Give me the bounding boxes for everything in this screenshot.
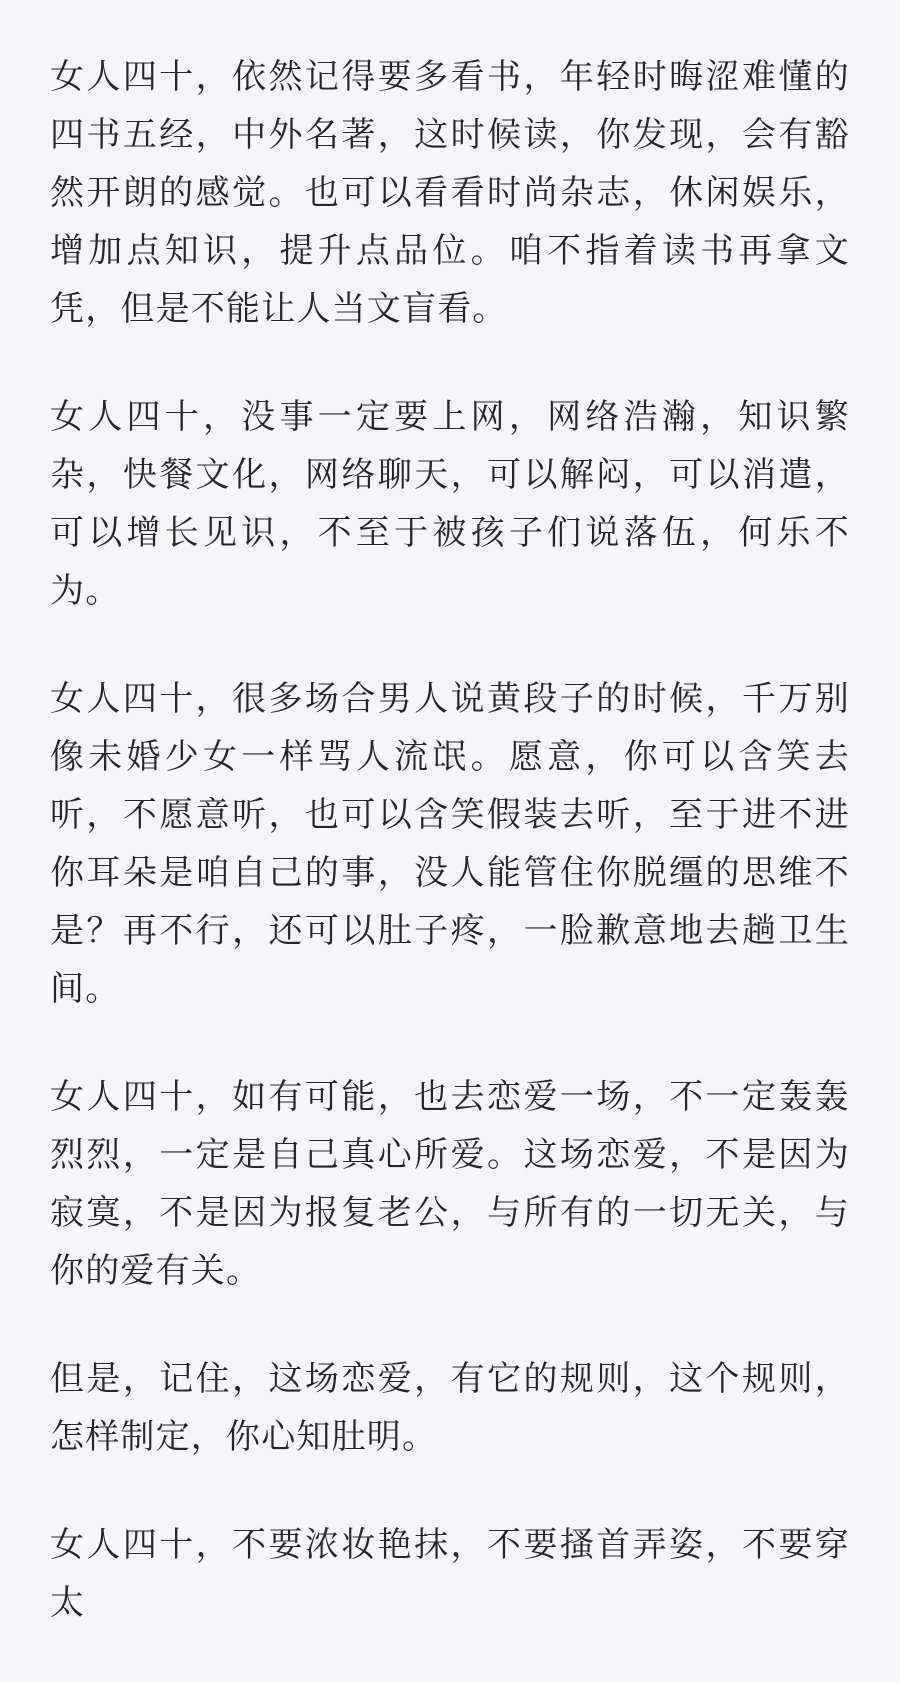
- paragraph-1: 女人四十，依然记得要多看书，年轻时晦涩难懂的四书五经，中外名著，这时候读，你发现，会有豁然开朗的感觉。也可以看看时尚杂志，休闲娱乐，增加点知识，提升点品位。咱不指着读书再拿文凭，但是不能让人当文盲看。: [50, 57, 850, 329]
- paragraph-5: 但是，记住，这场恋爱，有它的规则，这个规则，怎样制定，你心知肚明。: [50, 1359, 850, 1457]
- paragraph-6: 女人四十，不要浓妆艳抹，不要搔首弄姿，不要穿太: [50, 1525, 850, 1623]
- paragraph-2: 女人四十，没事一定要上网，网络浩瀚，知识繁杂，快餐文化，网络聊天，可以解闷，可以消遣，可以增长见识，不至于被孩子们说落伍，何乐不为。: [50, 397, 850, 611]
- paragraph-4: 女人四十，如有可能，也去恋爱一场，不一定轰轰烈烈，一定是自己真心所爱。这场恋爱，不是因为寂寞，不是因为报复老公，与所有的一切无关，与你的爱有关。: [50, 1077, 850, 1291]
- article-body: [50, 48, 850, 1682]
- paragraph-3: 女人四十，很多场合男人说黄段子的时候，千万别像未婚少女一样骂人流氓。愿意，你可以含笑去听，不愿意听，也可以含笑假装去听，至于进不进你耳朵是咱自己的事，没人能管住你脱缰的思维不是？再不行，还可以肚子疼，一脸歉意地去趟卫生间。: [50, 679, 850, 1009]
